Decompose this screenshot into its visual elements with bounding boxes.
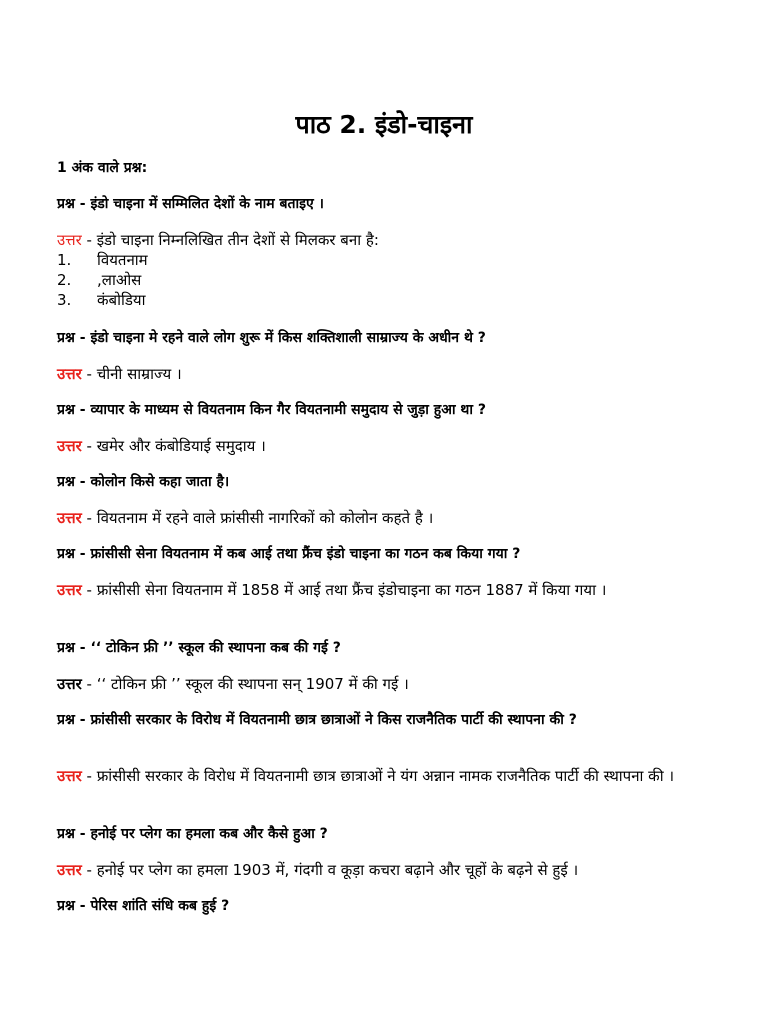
answer-text: ‘‘ टोकिन फ्री ’’ स्कूल की स्थापना सन् 1907 में की गई । [96,675,409,693]
answer-text: फ्रांसीसी सरकार के विरोध में वियतनामी छात्र छात्राओं ने यंग अन्नान नामक राजनैतिक पार्टी की स्थापना की । [96,767,675,785]
question-label: प्रश्न [57,826,75,842]
question-2: प्रश्न - इंडो चाइना मे रहने वाले लोग शुरू में किस शक्तिशाली साम्राज्य के अधीन थे ? [57,330,486,346]
answer-label: उत्तर [57,437,82,455]
question-8: प्रश्न - हनोई पर प्लेग का हमला कब और कैसे हुआ ? [57,826,328,842]
question-text: व्यापार के माध्यम से वियतनाम किन गैर वियतनामी समुदाय से जुड़ा हुआ था ? [90,402,486,418]
answer-4: उत्तर - वियतनाम में रहने वाले फ्रांसीसी नागरिकों को कोलोन कहते है । [57,509,434,527]
question-label: प्रश्न [57,898,75,914]
answer-1: उत्तर - इंडो चाइना निम्नलिखित तीन देशों से मिलकर बना है: [57,231,379,249]
question-label: प्रश्न [57,640,75,656]
list-item: 1. वियतनाम [57,251,148,269]
question-1: प्रश्न - इंडो चाइना में सम्मिलित देशों के नाम बताइए । [57,196,324,212]
question-text: इंडो चाइना में सम्मिलित देशों के नाम बताइए । [90,196,324,212]
answer-text: वियतनाम में रहने वाले फ्रांसीसी नागरिकों को कोलोन कहते है । [96,509,434,527]
question-5: प्रश्न - फ्रांसीसी सेना वियतनाम में कब आई तथा फ्रैंच इंडो चाइना का गठन कब किया गया ? [57,546,521,562]
question-text: हनोई पर प्लेग का हमला कब और कैसे हुआ ? [90,826,328,842]
answer-2: उत्तर - चीनी साम्राज्य । [57,365,182,383]
answer-label: उत्तर [57,231,82,249]
list-item: 3. कंबोडिया [57,291,146,309]
question-text: पेरिस शांति संधि कब हुई ? [90,898,230,914]
question-label: प्रश्न [57,196,75,212]
answer-label: उत्तर [57,365,82,383]
country-list [57,250,148,310]
answer-7: उत्तर - फ्रांसीसी सरकार के विरोध में वियतनामी छात्र छात्राओं ने यंग अन्नान नामक राजनैतिक पार्टी की स्थापना की । [57,767,675,785]
question-label: प्रश्न [57,330,75,346]
question-text: ‘‘ टोकिन फ्री ’’ स्कूल की स्थापना कब की गई ? [90,640,341,656]
question-text: फ्रांसीसी सरकार के विरोध में वियतनामी छात्र छात्राओं ने किस राजनैतिक पार्टी की स्थापना की ? [90,712,577,728]
answer-label: उत्तर [57,675,82,693]
list-item: 2. ,लाओस [57,271,142,289]
question-text: कोलोन किसे कहा जाता है। [90,474,230,490]
question-label: प्रश्न [57,546,75,562]
answer-text: इंडो चाइना निम्नलिखित तीन देशों से मिलकर बना है: [96,231,379,249]
question-label: प्रश्न [57,402,75,418]
question-4: प्रश्न - कोलोन किसे कहा जाता है। [57,474,230,490]
answer-label: उत्तर [57,861,82,879]
section-heading: 1 अंक वाले प्रश्न: [57,160,148,176]
question-text: फ्रांसीसी सेना वियतनाम में कब आई तथा फ्रैंच इंडो चाइना का गठन कब किया गया ? [90,546,521,562]
answer-5: उत्तर - फ्रांसीसी सेना वियतनाम में 1858 में आई तथा फ्रैंच इंडोचाइना का गठन 1887 में किया गया । [57,581,607,599]
question-label: प्रश्न [57,712,75,728]
question-text: इंडो चाइना मे रहने वाले लोग शुरू में किस शक्तिशाली साम्राज्य के अधीन थे ? [90,330,486,346]
answer-text: खमेर और कंबोडियाई समुदाय । [96,437,266,455]
answer-label: उत्तर [57,767,82,785]
answer-8: उत्तर - हनोई पर प्लेग का हमला 1903 में, गंदगी व कूड़ा कचरा बढ़ाने और चूहों के बढ़ने से हुई । [57,861,579,879]
answer-3: उत्तर - खमेर और कंबोडियाई समुदाय । [57,437,266,455]
question-9: प्रश्न - पेरिस शांति संधि कब हुई ? [57,898,230,914]
answer-label: उत्तर [57,581,82,599]
answer-6: उत्तर - ‘‘ टोकिन फ्री ’’ स्कूल की स्थापना सन् 1907 में की गई । [57,675,409,693]
question-label: प्रश्न [57,474,75,490]
question-6: प्रश्न - ‘‘ टोकिन फ्री ’’ स्कूल की स्थापना कब की गई ? [57,640,341,656]
answer-text: चीनी साम्राज्य । [96,365,182,383]
question-3: प्रश्न - व्यापार के माध्यम से वियतनाम किन गैर वियतनामी समुदाय से जुड़ा हुआ था ? [57,402,486,418]
answer-text: हनोई पर प्लेग का हमला 1903 में, गंदगी व कूड़ा कचरा बढ़ाने और चूहों के बढ़ने से हुई । [96,861,579,879]
answer-text: फ्रांसीसी सेना वियतनाम में 1858 में आई तथा फ्रैंच इंडोचाइना का गठन 1887 में किया गया । [96,581,607,599]
question-7: प्रश्न - फ्रांसीसी सरकार के विरोध में वियतनामी छात्र छात्राओं ने किस राजनैतिक पार्टी की स्थापना की ? [57,712,577,728]
answer-label: उत्तर [57,509,82,527]
page-title: पाठ 2. इंडो-चाइना [295,110,473,139]
